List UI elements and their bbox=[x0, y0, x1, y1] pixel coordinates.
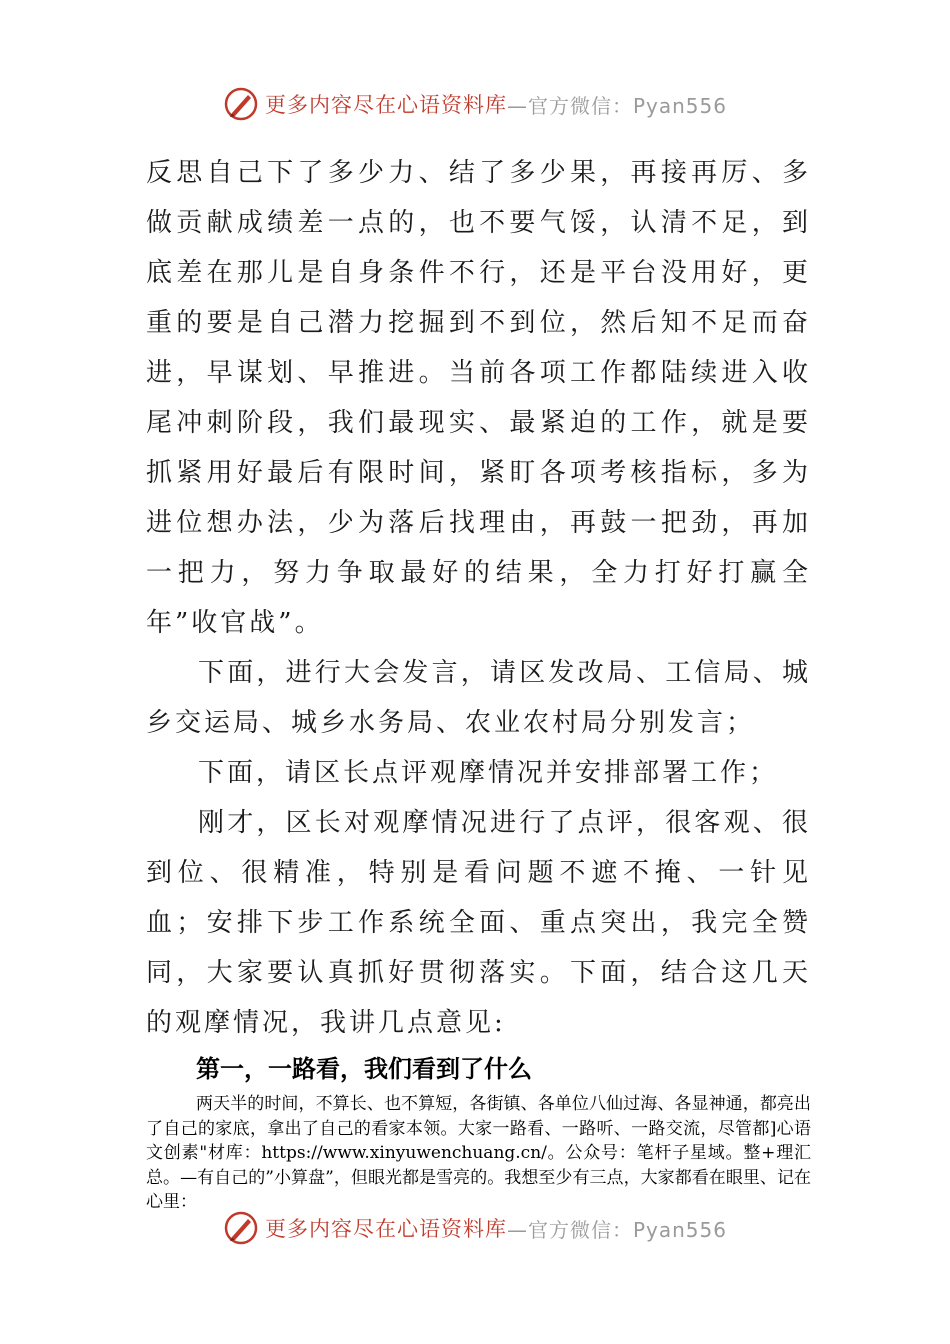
banner-title: 更多内容尽在心语资料库 bbox=[264, 93, 507, 117]
paragraph-5: 两天半的时间，不算长、也不算短，各街镇、各单位八仙过海、各显神通，都亮出了自己的家底，拿出了自己的看家本领。大家一路看、一路听、一路交流，尽管都]心语文创素"材库：https://www.xinyuwenchuang.cn/。公众号：笔杆子星域。整+理汇总。—有自己的”小算盘”，但眼光都是雪亮的。我想至少有三点，大家都看在眼里、记在心里： bbox=[146, 1094, 811, 1212]
paragraph-4: 刚才，区长对观摩情况进行了点评，很客观、很到位、很精准，特别是看问题不遮不掩、一针见血；安排下步工作系统全面、重点突出，我完全赞同，大家要认真抓好贯彻落实。下面，结合这几天的观摩情况，我讲几点意见: bbox=[146, 808, 811, 1038]
banner-wechat: —官方微信：Pyan556 bbox=[506, 93, 727, 118]
header-banner bbox=[0, 84, 950, 124]
paragraph-1: 反思自己下了多少力、结了多少果，再接再厉、多做贡献成绩差一点的，也不要气馁，认清不足，到底差在那儿是自身条件不行，还是平台没用好，更重的要是自己潜力挖掘到不到位，然后知不足而奋进，早谋划、早推进。当前各项工作都陆续进入收尾冲刺阶段，我们最现实、最紧迫的工作，就是要抓紧用好最后有限时间，紧盯各项考核指标，多为进位想办法，少为落后找理由，再鼓一把劲，再加一把力，努力争取最好的结果，全力打好打赢全年”收官战”。 bbox=[146, 158, 811, 638]
footer-banner bbox=[0, 1208, 950, 1248]
document-body bbox=[146, 148, 811, 1215]
pen-logo-icon bbox=[223, 86, 259, 122]
section-heading: 第一，一路看，我们看到了什么 bbox=[196, 1055, 532, 1083]
paragraph-3: 下面，请区长点评观摩情况并安排部署工作； bbox=[198, 758, 779, 788]
paragraph-2: 下面，进行大会发言，请区发改局、工信局、城乡交运局、城乡水务局、农业农村局分别发言； bbox=[146, 658, 811, 738]
banner-wechat: —官方微信：Pyan556 bbox=[506, 1217, 727, 1242]
banner-title: 更多内容尽在心语资料库 bbox=[264, 1217, 507, 1241]
pen-logo-icon bbox=[223, 1210, 259, 1246]
